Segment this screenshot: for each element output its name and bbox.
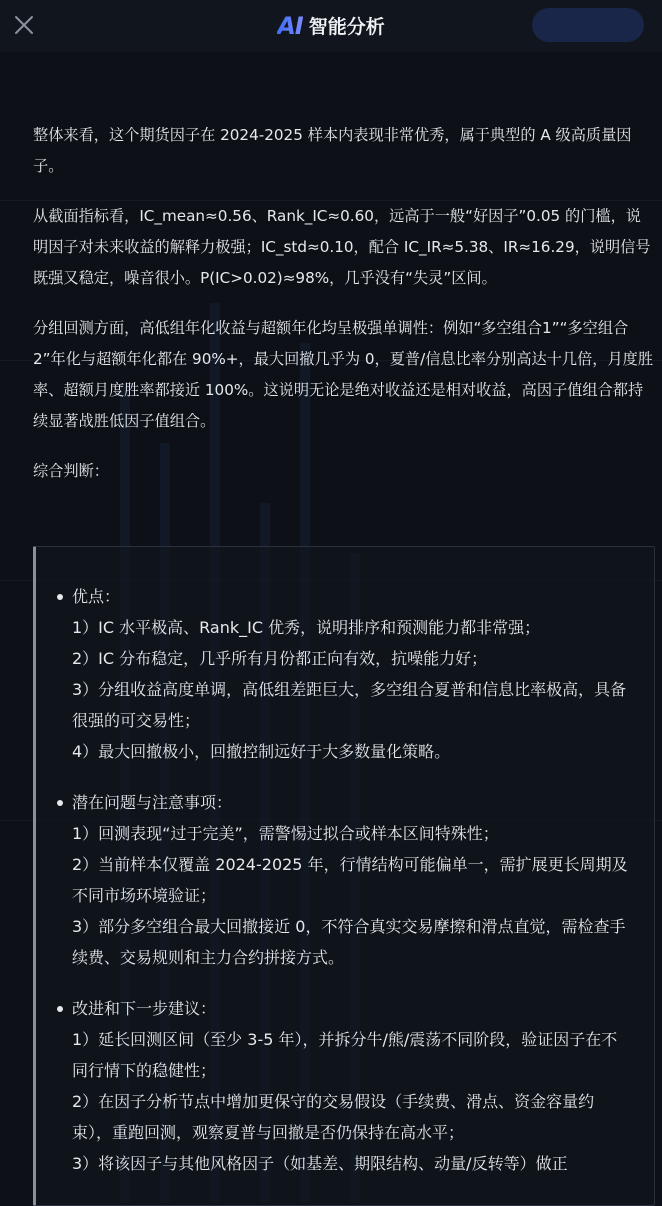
section-title: 潜在问题与注意事项： [72, 793, 233, 812]
bullet-icon [57, 800, 63, 806]
judgement-list [72, 581, 632, 1199]
judgement-quote-block [33, 546, 655, 1206]
analysis-paragraph-overall: 整体来看，这个期货因子在 2024-2025 样本内表现非常优秀，属于典型的 A 级高质量因子。 [33, 126, 632, 175]
summary-heading: 综合判断： [33, 462, 109, 480]
analysis-paragraph-cross-section: 从截面指标看，IC_mean≈0.56、Rank_IC≈0.60，远高于一般“好因子”0.05 的门槛，说明因子对未来收益的解释力极强；IC_std≈0.10，配合 IC_IR≈5.38、IR≈16.29，说明信号既强又稳定，噪音很小。P(IC>0.02)≈98%，几乎没有“失灵”区间。 [33, 207, 651, 287]
list-item: 4）最大回撤极小，回撤控制远好于大多数量化策略。 [72, 742, 451, 761]
list-item: 2）IC 分布稳定，几乎所有月份都正向有效，抗噪能力好； [72, 649, 488, 668]
section-title: 改进和下一步建议： [72, 999, 217, 1018]
section-title: 优点： [72, 587, 121, 606]
analysis-content [33, 120, 655, 497]
list-item: 1）回测表现“过于完美”，需警惕过拟合或样本区间特殊性； [72, 824, 499, 843]
analysis-paragraph-group-backtest: 分组回测方面，高低组年化收益与超额年化均呈极强单调性：例如“多空组合1”“多空组合2”年化与超额年化都在 90%+，最大回撤几乎为 0，夏普/信息比率分别高达十几倍，月度胜率、超额月度胜率都接近 100%。这说明无论是绝对收益还是相对收益，高因子值组合都持续显著战胜低因子值组合。 [33, 319, 654, 430]
dialog-header [0, 0, 662, 52]
list-item: 3）部分多空组合最大回撤接近 0，不符合真实交易摩擦和滑点直觉，需检查手续费、交易规则和主力合约拼接方式。 [72, 917, 626, 967]
list-item: 2）当前样本仅覆盖 2024-2025 年，行情结构可能偏单一，需扩展更长周期及不同市场环境验证； [72, 855, 628, 905]
page-title: 智能分析 [308, 16, 385, 38]
header-action-pill [532, 8, 644, 42]
bullet-icon [57, 594, 63, 600]
list-item: 3）分组收益高度单调，高低组差距巨大，多空组合夏普和信息比率极高，具备很强的可交易性； [72, 680, 627, 730]
ai-logo-icon: AI [277, 12, 303, 40]
judgement-section-next-steps [72, 993, 632, 1179]
list-item: 1）延长回测区间（至少 3-5 年），并拆分牛/熊/震荡不同阶段，验证因子在不同行情下的稳健性； [72, 1030, 618, 1080]
judgement-section-pros [72, 581, 632, 767]
list-item: 3）将该因子与其他风格因子（如基差、期限结构、动量/反转等）做正 [72, 1154, 568, 1173]
bullet-icon [57, 1006, 63, 1012]
list-item: 1）IC 水平极高、Rank_IC 优秀，说明排序和预测能力都非常强； [72, 618, 541, 637]
list-item: 2）在因子分析节点中增加更保守的交易假设（手续费、滑点、资金容量约束），重跑回测，观察夏普与回撤是否仍保持在高水平； [72, 1092, 595, 1142]
judgement-section-risks [72, 787, 632, 973]
